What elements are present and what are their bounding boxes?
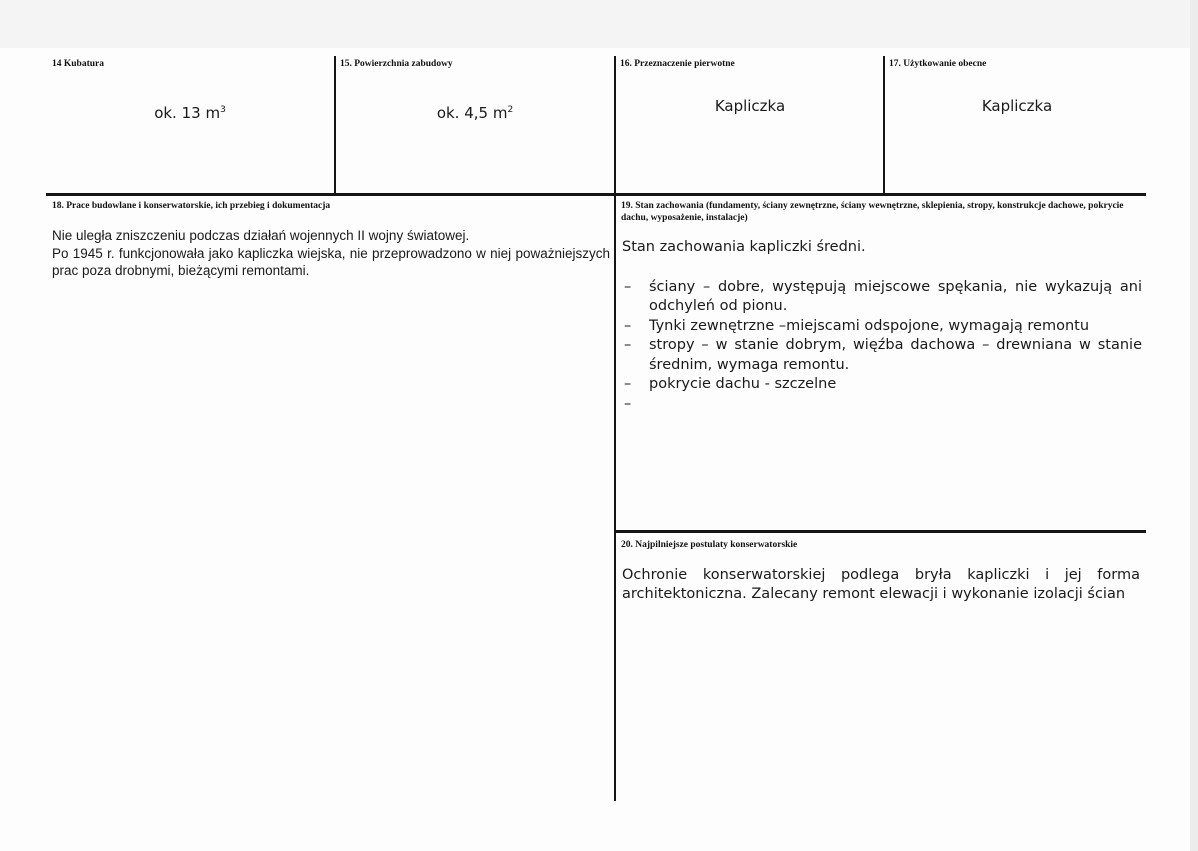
field-14-value: [48, 104, 332, 122]
row-divider-19-20: [615, 530, 1146, 533]
row-divider-top: [46, 193, 1146, 196]
field-19-list: [622, 278, 1142, 415]
field-19-text: [622, 238, 1142, 414]
field-19-item: – Tynki zewnętrzne –miejscami odspojone, wymagają remontu: [622, 317, 1142, 337]
field-18-label: 18. Prace budowlane i konserwatorskie, ich przebieg i dokumentacja: [52, 201, 331, 211]
field-17-label: 17. Użytkowanie obecne: [889, 59, 987, 69]
field-19-item: – ściany – dobre, występują miejscowe spękania, nie wykazują ani odchyleń od pionu.: [622, 278, 1142, 317]
field-19-item: – stropy – w stanie dobrym, więźba dachowa – drewniana w stanie średnim, wymaga remontu.: [622, 336, 1142, 375]
divider-15-16: [614, 56, 616, 801]
field-15-unit-exponent: 2: [507, 105, 514, 115]
field-14-label: 14 Kubatura: [52, 59, 104, 69]
field-14-value-text: ok. 13 m: [154, 104, 221, 122]
field-18-line-2: Po 1945 r. funkcjonowała jako kapliczka wiejska, nie przeprowadzono w niej poważniejszych prac poza drobnymi, bieżącymi remontami.: [52, 245, 610, 278]
field-15-label: 15. Powierzchnia zabudowy: [340, 59, 453, 69]
field-19-item-empty: [622, 395, 1142, 415]
field-16-value: Kapliczka: [714, 97, 786, 115]
field-19-label: 19. Stan zachowania (fundamenty, ściany zewnętrzne, ściany wewnętrzne, sklepienia, stropy, konstrukcje dachowe, pokrycie dachu, wyposażenie, instalacje): [621, 201, 1124, 223]
field-17-value: Kapliczka: [981, 97, 1053, 115]
divider-14-15: [334, 56, 336, 196]
field-19-item: – pokrycie dachu - szczelne: [622, 375, 1142, 395]
field-15-value: [338, 104, 612, 122]
field-20-text: Ochronie konserwatorskiej podlega bryła kapliczki i jej forma architektoniczna. Zalecany remont elewacji i wykonanie izolacji ścian: [622, 567, 1140, 602]
field-15-value-text: ok. 4,5 m: [436, 104, 508, 122]
field-19-lead: Stan zachowania kapliczki średni.: [622, 239, 866, 255]
form-sheet: [0, 48, 1198, 851]
field-20-label: 20. Najpilniejsze postulaty konserwatorskie: [621, 540, 798, 550]
scan-right-edge: [1190, 0, 1198, 851]
field-18-line-1: Nie uległa zniszczeniu podczas działań wojennych II wojny światowej.: [52, 228, 470, 243]
divider-16-17: [883, 56, 885, 196]
field-14-unit-exponent: 3: [220, 105, 226, 115]
field-18-text: [52, 227, 610, 280]
field-16-label: 16. Przeznaczenie pierwotne: [620, 59, 735, 69]
scan-top-margin: [0, 0, 1198, 48]
